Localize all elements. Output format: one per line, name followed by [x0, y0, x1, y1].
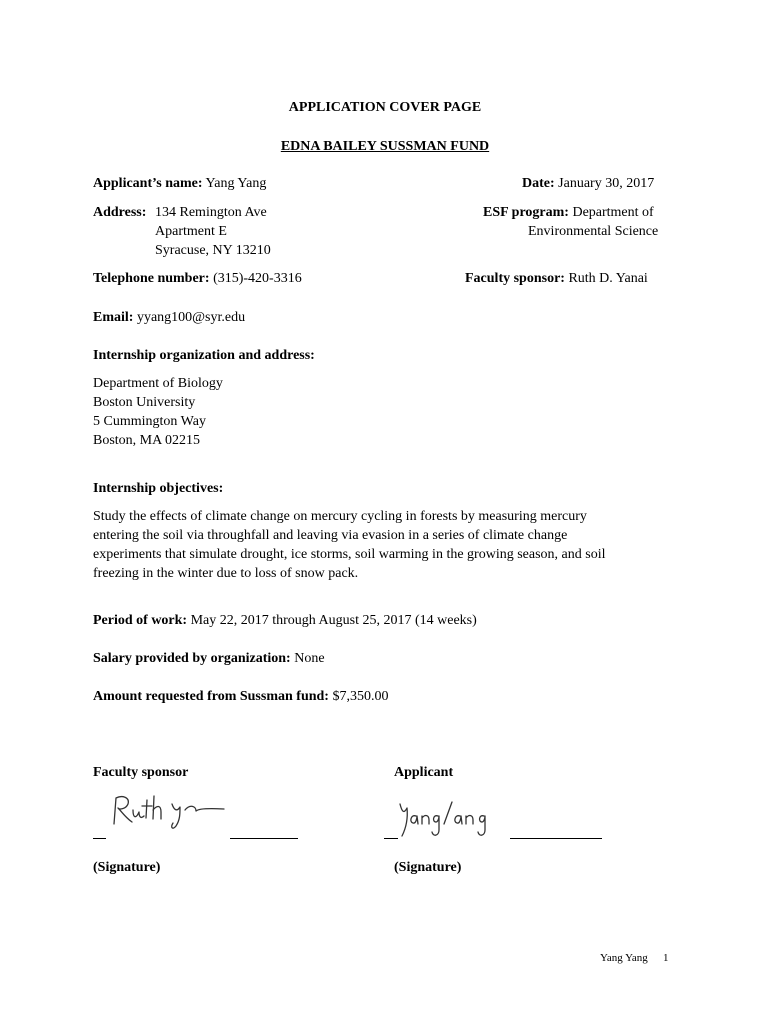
period-label: Period of work:	[93, 613, 188, 628]
applicant-name-row	[93, 174, 266, 193]
address-line: Apartment E	[155, 224, 227, 239]
address-block	[155, 203, 271, 260]
address-line: 134 Remington Ave	[155, 205, 267, 220]
amount-row	[93, 687, 388, 706]
program-value-line1: Department of	[572, 205, 654, 220]
footer-author: Yang Yang	[600, 952, 648, 964]
email-value: yyang100@syr.edu	[136, 310, 246, 325]
address-label: Address:	[93, 205, 147, 220]
date-row	[522, 174, 654, 193]
email-row	[93, 308, 245, 327]
date-value: January 30, 2017	[558, 176, 655, 191]
applicant-signature-label: Applicant	[394, 765, 454, 780]
page-subtitle: EDNA BAILEY SUSSMAN FUND	[280, 139, 490, 154]
program-label: ESF program:	[483, 205, 569, 220]
program-value-line2: Environmental Science	[528, 224, 659, 239]
sponsor-label: Faculty sponsor:	[465, 271, 565, 286]
sponsor-signature-label: Faculty sponsor	[93, 765, 189, 780]
applicant-signature-line-right	[510, 838, 602, 839]
sponsor-signature-caption: (Signature)	[93, 860, 161, 875]
objectives-line: experiments that simulate drought, ice storms, soil warming in the growing season, and soil	[93, 547, 606, 562]
phone-row	[93, 269, 302, 288]
org-label: Internship organization and address:	[93, 348, 315, 363]
salary-row	[93, 649, 325, 668]
sponsor-signature-line-left	[93, 838, 106, 839]
salary-label: Salary provided by organization:	[93, 651, 291, 666]
page-title: APPLICATION COVER PAGE	[288, 100, 482, 115]
sponsor-signature-image	[106, 790, 230, 834]
org-line: Boston University	[93, 395, 196, 410]
objectives-line: Study the effects of climate change on mercury cycling in forests by measuring mercury	[93, 509, 587, 524]
address-line: Syracuse, NY 13210	[155, 243, 271, 258]
org-address-block	[93, 374, 223, 450]
period-value: May 22, 2017 through August 25, 2017 (14 weeks)	[190, 613, 477, 628]
applicant-signature-line-left	[384, 838, 398, 839]
objectives-line: entering the soil via throughfall and leaving via evasion in a series of climate change	[93, 528, 568, 543]
date-label: Date:	[522, 176, 555, 191]
org-line: Boston, MA 02215	[93, 433, 200, 448]
org-line: Department of Biology	[93, 376, 223, 391]
program-row	[483, 203, 654, 222]
sponsor-row	[465, 269, 648, 288]
objectives-line: freezing in the winter due to loss of snow pack.	[93, 566, 359, 581]
salary-value: None	[294, 651, 325, 666]
applicant-name-label: Applicant’s name:	[93, 176, 203, 191]
phone-value: (315)-420-3316	[213, 271, 302, 286]
objectives-label: Internship objectives:	[93, 481, 224, 496]
sponsor-signature-line-right	[230, 838, 298, 839]
amount-label: Amount requested from Sussman fund:	[93, 689, 329, 704]
applicant-signature-image	[392, 796, 510, 842]
objectives-text	[93, 507, 605, 583]
period-row	[93, 611, 477, 630]
email-label: Email:	[93, 310, 134, 325]
applicant-signature-caption: (Signature)	[394, 860, 462, 875]
amount-value: $7,350.00	[332, 689, 389, 704]
page-number: 1	[663, 952, 669, 964]
org-line: 5 Cummington Way	[93, 414, 206, 429]
phone-label: Telephone number:	[93, 271, 210, 286]
applicant-name-value: Yang Yang	[205, 176, 267, 191]
sponsor-value: Ruth D. Yanai	[568, 271, 648, 286]
